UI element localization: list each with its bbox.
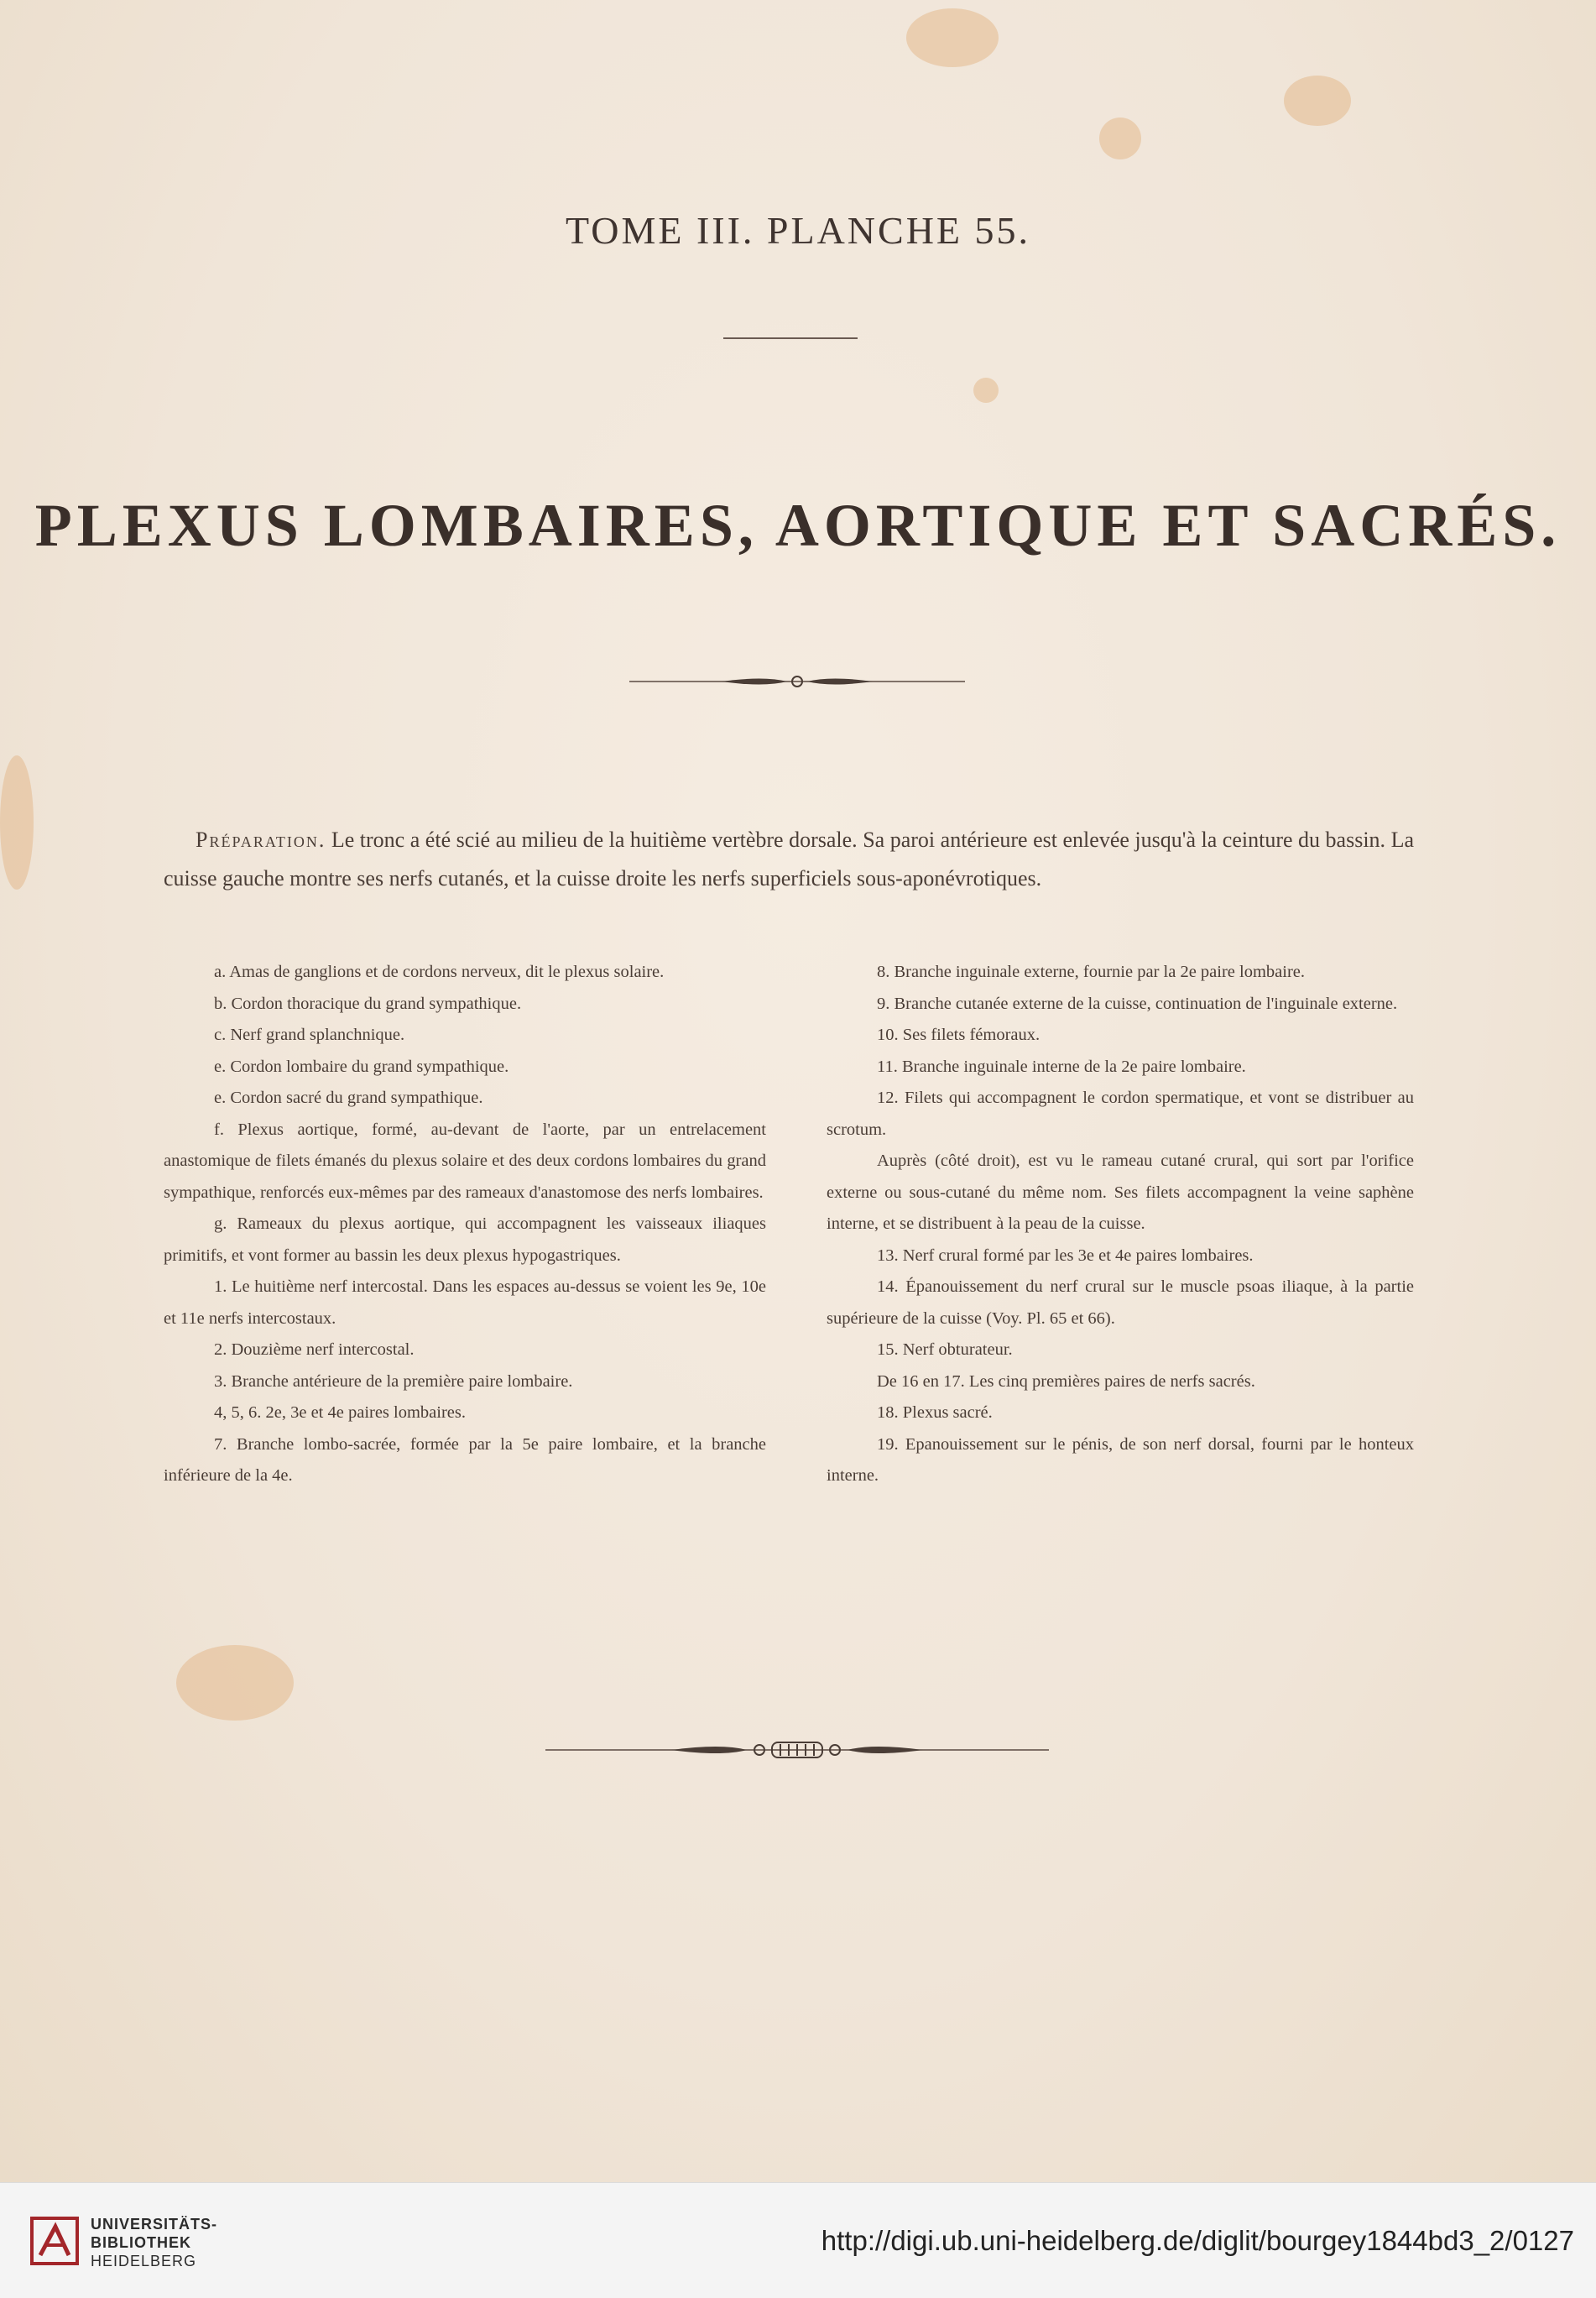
legend-item: 3. Branche antérieure de la première paire lombaire. <box>214 1371 573 1391</box>
legend-item: 2. Douzième nerf intercostal. <box>214 1340 415 1359</box>
library-name-line: BIBLIOTHEK <box>91 2234 191 2251</box>
library-logo-icon <box>30 2217 79 2265</box>
foxing-stain <box>176 1645 294 1721</box>
legend-item: c. Nerf grand splanchnique. <box>214 1026 405 1044</box>
legend-item: De 16 en 17. Les cinq premières paires de nerfs sacrés. <box>877 1371 1255 1391</box>
legend-item: 15. Nerf obturateur. <box>877 1340 1013 1359</box>
ornamental-divider-top <box>629 671 965 692</box>
legend-item: 9. Branche cutanée externe de la cuisse, continuation de l'inguinale externe. <box>877 994 1398 1013</box>
foxing-stain <box>1284 76 1351 126</box>
legend-left-column <box>164 957 766 1492</box>
legend-item: 13. Nerf crural formé par les 3e et 4e paires lombaires. <box>877 1246 1254 1265</box>
legend-item: g. Rameaux du plexus aortique, qui accompagnent les vaisseaux iliaques primitifs, et vont former au bassin les deux plexus hypogastriques. <box>164 1214 766 1265</box>
legend-item: 1. Le huitième nerf intercostal. Dans les espaces au-dessus se voient les 9e, 10e et 11e nerfs intercostaux. <box>164 1277 766 1328</box>
library-name-line: UNIVERSITÄTS- <box>91 2216 218 2233</box>
digitization-footer <box>0 2182 1596 2298</box>
legend-item: 11. Branche inguinale interne de la 2e paire lombaire. <box>877 1057 1246 1076</box>
foxing-stain <box>973 378 999 403</box>
preparation-label: Préparation. <box>196 828 326 852</box>
preparation-paragraph <box>164 821 1414 898</box>
foxing-stain <box>906 8 999 67</box>
legend-right-column <box>827 957 1414 1492</box>
foxing-stain <box>1099 118 1141 159</box>
legend-item: Auprès (côté droit), est vu le rameau cutané crural, qui sort par l'orifice externe ou sous-cutané du même nom. Ses filets accompagnent la veine saphène interne, et se distribuent à la peau de la cuisse. <box>827 1152 1414 1233</box>
legend-item: a. Amas de ganglions et de cordons nerveux, dit le plexus solaire. <box>214 963 665 981</box>
legend-item: 4, 5, 6. 2e, 3e et 4e paires lombaires. <box>214 1403 467 1422</box>
legend-item: e. Cordon lombaire du grand sympathique. <box>214 1057 509 1076</box>
foxing-stain <box>0 755 34 890</box>
legend-item: b. Cordon thoracique du grand sympathique. <box>214 994 522 1013</box>
library-name <box>91 2215 217 2270</box>
legend-item: f. Plexus aortique, formé, au-devant de l'aorte, par un entrelacement anastomique de filets émanés du plexus solaire et des deux cordons lombaires du grand sympathique, renforcés eux-mêmes par des rameaux d'anastomose des nerfs lombaires. <box>164 1120 766 1202</box>
legend-item: 12. Filets qui accompagnent le cordon spermatique, et vont se distribuer au scrotum. <box>827 1089 1414 1139</box>
legend-item: e. Cordon sacré du grand sympathique. <box>214 1089 483 1107</box>
legend-item: 7. Branche lombo-sacrée, formée par la 5e paire lombaire, et la branche inférieure de la 4e. <box>164 1434 766 1485</box>
short-divider <box>723 337 858 339</box>
preparation-text: Le tronc a été scié au milieu de la huitième vertèbre dorsale. Sa paroi antérieure est enlevée jusqu'à la ceinture du bassin. La cuisse gauche montre ses nerfs cutanés, et la cuisse droite les nerfs superficiels sous-aponévrotiques. <box>164 828 1414 890</box>
legend-item: 18. Plexus sacré. <box>877 1403 993 1422</box>
plate-title: PLEXUS LOMBAIRES, AORTIQUE ET SACRÉS. <box>34 492 1562 559</box>
legend-item: 14. Épanouissement du nerf crural sur le muscle psoas iliaque, à la partie supérieure de la cuisse (Voy. Pl. 65 et 66). <box>827 1277 1414 1328</box>
plate-heading: TOME III. PLANCHE 55. <box>565 209 1031 252</box>
legend-item: 10. Ses filets fémoraux. <box>877 1026 1041 1044</box>
legend-item: 19. Epanouissement sur le pénis, de son nerf dorsal, fourni par le honteux interne. <box>827 1434 1414 1485</box>
library-name-line: HEIDELBERG <box>91 2253 197 2269</box>
legend-item: 8. Branche inguinale externe, fournie par la 2e paire lombaire. <box>877 963 1305 981</box>
source-url-link[interactable]: http://digi.ub.uni-heidelberg.de/diglit/bourgey1844bd3_2/0127 <box>821 2225 1574 2256</box>
ornamental-divider-bottom <box>545 1737 1049 1763</box>
